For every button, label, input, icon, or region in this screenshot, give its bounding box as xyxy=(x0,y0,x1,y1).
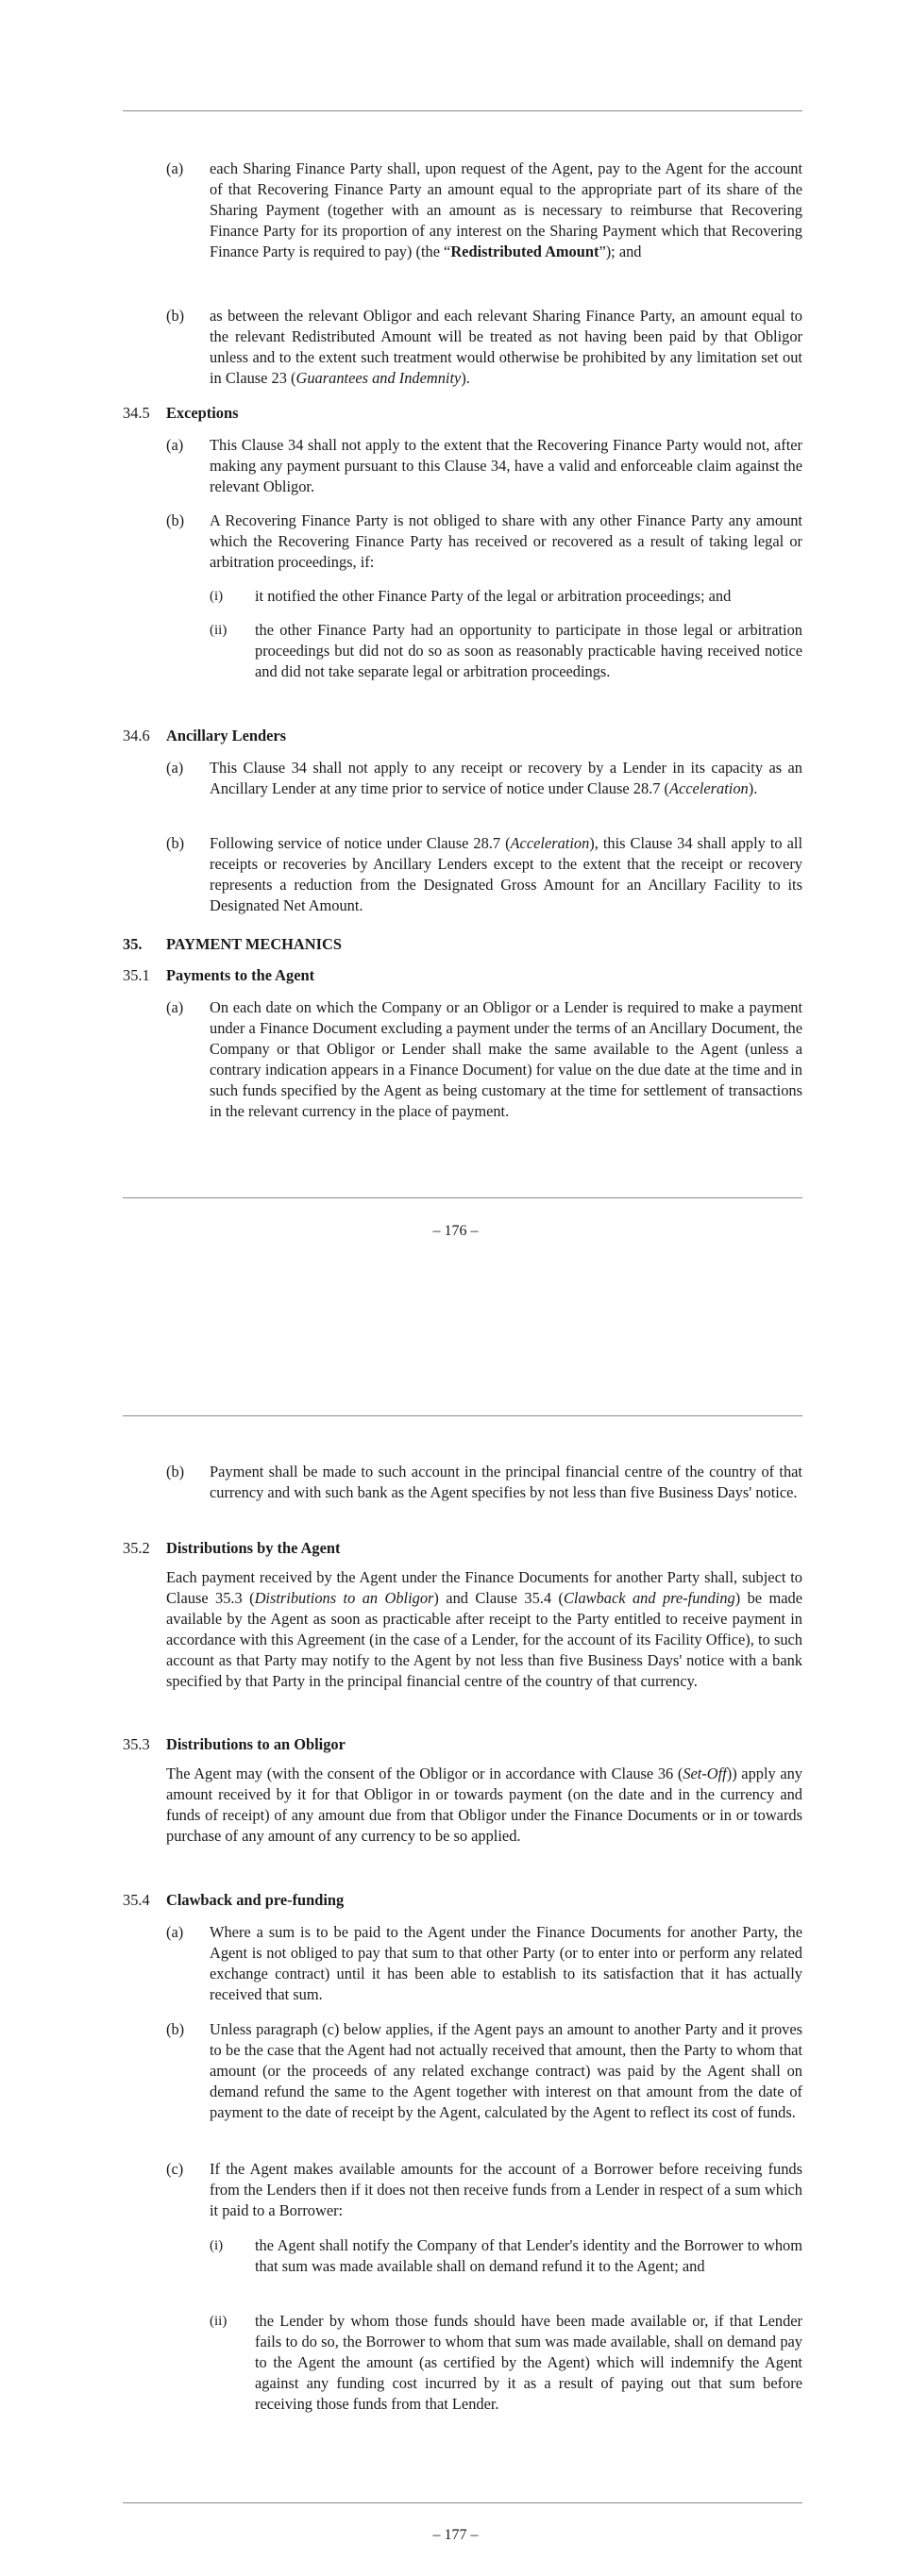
clause-35-1-b-text: Payment shall be made to such account in the principal financial centre of the country of that currency and with such bank as the Agent specifies by not less than five Business Days' notice. xyxy=(210,1463,802,1501)
clause-34-5-b-i-label: (i) xyxy=(210,589,224,604)
clause-35-heading: PAYMENT MECHANICS xyxy=(166,935,342,953)
clause-35-4-c-label: (c) xyxy=(166,2160,184,2178)
clause-34-5-b-ii-text: the other Finance Party had an opportunity to participate in those legal or arbitration proceedings but did not do so as soon as reasonably practicable having received notice and did not take separate legal or arbitration proceedings. xyxy=(255,621,802,680)
clause-34-5-b-label: (b) xyxy=(166,511,185,529)
clause-34-5-a-label: (a) xyxy=(166,436,184,454)
clause-34-5-a-text: This Clause 34 shall not apply to the extent that the Recovering Finance Party would not, after making any payment pursuant to this Clause 34, have a valid and enforceable claim against the relevant Obligor. xyxy=(210,436,802,495)
clause-35-4-c-ii-label: (ii) xyxy=(210,2314,228,2329)
clause-35-4-b-label: (b) xyxy=(166,2020,185,2038)
clause-35-4-c-text: If the Agent makes available amounts for the account of a Borrower before receiving funds from the Lenders then if it does not then receive funds from a Lender in respect of a sum which it paid to a Borrower: xyxy=(210,2160,802,2219)
clause-35-4-c-i-label: (i) xyxy=(210,2238,224,2253)
clause-35-3-number: 35.3 xyxy=(123,1735,150,1753)
page-177-bottom-rule xyxy=(123,2502,802,2503)
clause-35-2-number: 35.2 xyxy=(123,1539,150,1557)
clause-34-4-a-text: each Sharing Finance Party shall, upon request of the Agent, pay to the Agent for the account of that Recovering Finance Party an amount equal to the appropriate part of its share of the Sharing Payment (together with an amount as is necessary to reimburse that Recovering Finance Party for its proportion of any interest on the Sharing Payment which that Recovering Finance Party is required to pay) (the “Redistributed Amount”); and xyxy=(210,159,802,260)
clause-35-1-b-label: (b) xyxy=(166,1463,185,1480)
clause-34-4-b-label: (b) xyxy=(166,307,185,325)
clause-34-6-b-label: (b) xyxy=(166,834,185,852)
clause-35-2-heading: Distributions by the Agent xyxy=(166,1539,341,1557)
clause-34-6-a-label: (a) xyxy=(166,759,184,777)
clause-35-3-text: The Agent may (with the consent of the Obligor or in accordance with Clause 36 (Set-Off)) apply any amount received by it for that Obligor in or towards payment (on the date and in the currency and funds of receipt) of any amount due from that Obligor under the Finance Documents or in or towards purchase of any amount of any currency to be so applied. xyxy=(166,1765,802,1845)
clause-34-5-number: 34.5 xyxy=(123,404,150,422)
clause-35-2-text: Each payment received by the Agent under the Finance Documents for another Party shall, subject to Clause 35.3 (Distributions to an Obligor) and Clause 35.4 (Clawback and pre-funding) be made available by the Agent as soon as practicable after receipt to the Party entitled to receive payment in accordance with this Agreement (in the case of a Lender, for the account of its Facility Office), to such account as that Party may notify to the Agent by not less than five Business Days' notice with a bank specified by that Party in the principal financial centre of the country of that currency. xyxy=(166,1568,802,1690)
page-176-bottom-rule xyxy=(123,1197,802,1198)
page-177-top-rule xyxy=(123,1415,802,1416)
page-number-176: – 176 – xyxy=(432,1223,479,1239)
clause-34-5-b-text: A Recovering Finance Party is not obliged to share with any other Finance Party any amount which the Recovering Finance Party has received or recovered as a result of taking legal or arbitration proceedings, if: xyxy=(210,511,802,571)
clause-35-4-heading: Clawback and pre-funding xyxy=(166,1891,345,1909)
clause-34-4-a-label: (a) xyxy=(166,159,184,177)
clause-34-6-b-text: Following service of notice under Clause 28.7 (Acceleration), this Clause 34 shall apply to all receipts or recoveries by Ancillary Lenders except to the extent that the receipt or recovery represents a reduction from the Designated Gross Amount for an Ancillary Facility to its Designated Net Amount. xyxy=(210,834,802,914)
clause-34-5-b-i-text: it notified the other Finance Party of the legal or arbitration proceedings; and xyxy=(255,587,732,605)
clause-34-6-a-text: This Clause 34 shall not apply to any receipt or recovery by a Lender in its capacity as an Ancillary Lender at any time prior to service of notice under Clause 28.7 (Acceleration). xyxy=(210,759,802,797)
clause-35-4-b-text: Unless paragraph (c) below applies, if the Agent pays an amount to another Party and it proves to be the case that the Agent had not actually received that amount, then the Party to whom that amount (or the proceeds of any related exchange contract) was paid by the Agent shall on demand refund the same to the Agent together with interest on that amount from the date of payment to the date of receipt by the Agent, calculated by the Agent to reflect its cost of funds. xyxy=(210,2020,802,2121)
clause-34-4-b-text: as between the relevant Obligor and each relevant Sharing Finance Party, an amount equal to the relevant Redistributed Amount will be treated as not having been paid by that Obligor unless and to the extent such treatment would otherwise be prohibited by any limitation set out in Clause 23 (Guarantees and Indemnity). xyxy=(210,307,802,387)
clause-34-5-heading: Exceptions xyxy=(166,404,239,422)
clause-35-1-a-text: On each date on which the Company or an Obligor or a Lender is required to make a payment under a Finance Document excluding a payment under the terms of an Ancillary Document, the Company or that Obligor or Lender shall make the same available to the Agent (unless a contrary indication appears in a Finance Document) for value on the due date at the time and in such funds specified by the Agent as being customary at the time for settlement of transactions in the relevant currency in the place of payment. xyxy=(210,998,802,1120)
clause-35-4-c-i-text: the Agent shall notify the Company of that Lender's identity and the Borrower to whom that sum was made available shall on demand refund it to the Agent; and xyxy=(255,2236,802,2275)
clause-34-5-b-ii-label: (ii) xyxy=(210,623,228,638)
clause-35-1-number: 35.1 xyxy=(123,966,150,984)
page-number-177: – 177 – xyxy=(432,2527,479,2543)
clause-35-1-a-label: (a) xyxy=(166,998,184,1016)
clause-34-6-heading: Ancillary Lenders xyxy=(166,727,287,744)
page-176-top-rule xyxy=(123,110,802,111)
clause-35-3-heading: Distributions to an Obligor xyxy=(166,1735,346,1753)
clause-35-4-c-ii-text: the Lender by whom those funds should have been made available or, if that Lender fails to do so, the Borrower to whom that sum was made available, shall on demand pay to the Agent the amount (as certified by the Agent) which will indemnify the Agent against any funding cost incurred by it as a result of paying out that sum before receiving those funds from that Lender. xyxy=(255,2312,802,2413)
clause-35-4-a-text: Where a sum is to be paid to the Agent under the Finance Documents for another Party, the Agent is not obliged to pay that sum to that other Party (or to enter into or perform any related exchange contract) until it has been able to establish to its satisfaction that it has actually received that sum. xyxy=(210,1923,802,2003)
clause-35-4-a-label: (a) xyxy=(166,1923,184,1941)
clause-35-number: 35. xyxy=(123,935,143,953)
clause-35-4-number: 35.4 xyxy=(123,1891,150,1909)
clause-35-1-heading: Payments to the Agent xyxy=(166,966,315,984)
clause-34-6-number: 34.6 xyxy=(123,727,150,744)
